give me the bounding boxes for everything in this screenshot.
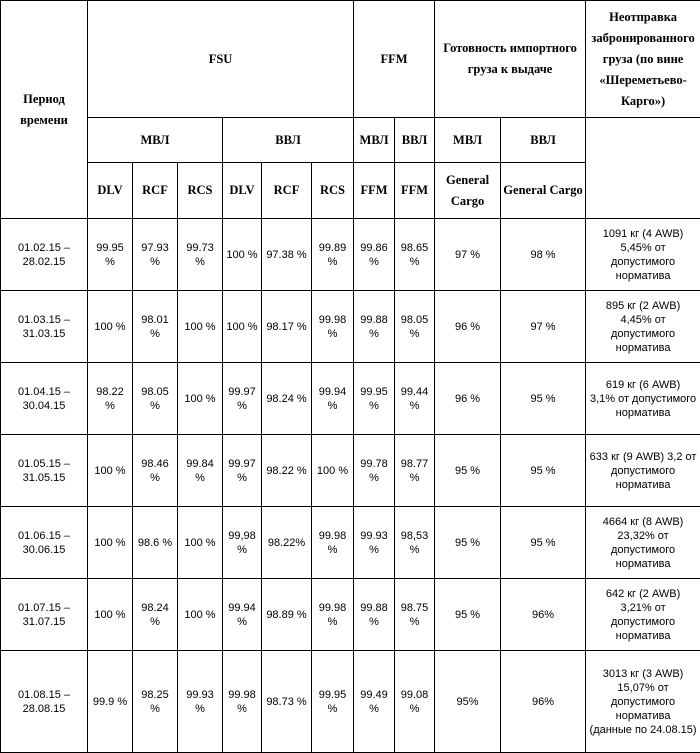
ffm-vvl-cell: 98.77 % (395, 435, 435, 507)
period-cell: 01.03.15 – 31.03.15 (1, 291, 88, 363)
gc-mvl-cell: 95 % (435, 507, 501, 579)
ffm-header: FFM (354, 1, 435, 118)
fsu-vvl-header: ВВЛ (223, 118, 354, 163)
gc-mvl-cell: 95 % (435, 435, 501, 507)
table-body (1, 219, 700, 753)
vvl-dlv-cell: 99,98 % (223, 507, 262, 579)
vvl-rcf-cell: 98.22% (262, 507, 312, 579)
vvl-rcs-header: RCS (312, 163, 354, 219)
mvl-rcf-cell: 98.25 % (133, 651, 178, 753)
gc-vvl-cell: 95 % (501, 507, 586, 579)
table-row (1, 363, 700, 435)
vvl-rcs-cell: 99.94 % (312, 363, 354, 435)
table-header (1, 1, 700, 219)
gc-vvl-cell: 95 % (501, 363, 586, 435)
mvl-rcf-header: RCF (133, 163, 178, 219)
period-cell: 01.05.15 – 31.05.15 (1, 435, 88, 507)
mvl-dlv-cell: 99.9 % (88, 651, 133, 753)
gc-vvl-cell: 96% (501, 651, 586, 753)
ffm-mvl-cell: 99.49 % (354, 651, 395, 753)
gc-vvl-cell: 95 % (501, 435, 586, 507)
mvl-rcf-cell: 98.46 % (133, 435, 178, 507)
period-header: Период времени (1, 1, 88, 219)
gc-mvl-cell: 95 % (435, 579, 501, 651)
table-row (1, 219, 700, 291)
table-row (1, 507, 700, 579)
ffm-vvl-cell: 98,53 % (395, 507, 435, 579)
vvl-dlv-cell: 99.94 % (223, 579, 262, 651)
ffm-mvl-header: МВЛ (354, 118, 395, 163)
mvl-rcf-cell: 98.6 % (133, 507, 178, 579)
mvl-rcf-cell: 98.05 % (133, 363, 178, 435)
table-row (1, 651, 700, 753)
mvl-dlv-cell: 98.22 % (88, 363, 133, 435)
non-dispatch-cell: 633 кг (9 AWB) 3,2 от допустимого норматива (586, 435, 700, 507)
readiness-mvl-header: МВЛ (435, 118, 501, 163)
ffm-mvl-cell: 99.86 % (354, 219, 395, 291)
non-dispatch-cell: 642 кг (2 AWB) 3,21% от допустимого норматива (586, 579, 700, 651)
vvl-dlv-cell: 100 % (223, 291, 262, 363)
vvl-rcf-cell: 98.73 % (262, 651, 312, 753)
ffm-vvl-cell: 99.08 % (395, 651, 435, 753)
gc-vvl-header: General Cargo (501, 163, 586, 219)
gc-vvl-cell: 96% (501, 579, 586, 651)
mvl-rcf-cell: 98.24 % (133, 579, 178, 651)
ffm-vvl-sub-header: FFM (395, 163, 435, 219)
vvl-rcs-cell: 99.98 % (312, 291, 354, 363)
vvl-rcs-cell: 100 % (312, 435, 354, 507)
mvl-dlv-cell: 99.95 % (88, 219, 133, 291)
gc-vvl-cell: 97 % (501, 291, 586, 363)
vvl-dlv-cell: 99.97 % (223, 435, 262, 507)
gc-mvl-cell: 97 % (435, 219, 501, 291)
non-dispatch-cell: 1091 кг (4 AWB) 5,45% от допустимого норматива (586, 219, 700, 291)
mvl-rcs-cell: 99.93 % (178, 651, 223, 753)
vvl-rcf-cell: 97.38 % (262, 219, 312, 291)
vvl-rcs-cell: 99.89 % (312, 219, 354, 291)
readiness-vvl-header: ВВЛ (501, 118, 586, 163)
non-dispatch-header: Неотправка забронированного груза (по вине «Шереметьево-Карго») (586, 1, 700, 118)
non-dispatch-blank (586, 118, 700, 219)
mvl-rcs-cell: 100 % (178, 579, 223, 651)
ffm-mvl-sub-header: FFM (354, 163, 395, 219)
vvl-dlv-cell: 100 % (223, 219, 262, 291)
fsu-mvl-header: МВЛ (88, 118, 223, 163)
table-row (1, 291, 700, 363)
period-cell: 01.04.15 – 30.04.15 (1, 363, 88, 435)
non-dispatch-cell: 4664 кг (8 AWB) 23,32% от допустимого норматива (586, 507, 700, 579)
vvl-rcf-cell: 98.17 % (262, 291, 312, 363)
ffm-vvl-cell: 99.44 % (395, 363, 435, 435)
ffm-vvl-header: ВВЛ (395, 118, 435, 163)
table-row (1, 435, 700, 507)
period-cell: 01.06.15 – 30.06.15 (1, 507, 88, 579)
mvl-rcf-cell: 97.93 % (133, 219, 178, 291)
mvl-dlv-cell: 100 % (88, 579, 133, 651)
ffm-vvl-cell: 98.05 % (395, 291, 435, 363)
vvl-rcf-cell: 98.24 % (262, 363, 312, 435)
gc-mvl-header: General Cargo (435, 163, 501, 219)
ffm-vvl-cell: 98.65 % (395, 219, 435, 291)
mvl-dlv-cell: 100 % (88, 291, 133, 363)
non-dispatch-cell: 3013 кг (3 AWB) 15,07% от допустимого норматива (данные по 24.08.15) (586, 651, 700, 753)
readiness-header: Готовность импортного груза к выдаче (435, 1, 586, 118)
ffm-mvl-cell: 99.88 % (354, 291, 395, 363)
vvl-dlv-cell: 99.97 % (223, 363, 262, 435)
table-row (1, 579, 700, 651)
mvl-rcs-cell: 99.73 % (178, 219, 223, 291)
ffm-mvl-cell: 99.88 % (354, 579, 395, 651)
gc-mvl-cell: 96 % (435, 291, 501, 363)
mvl-rcf-cell: 98.01 % (133, 291, 178, 363)
vvl-rcs-cell: 99.95 % (312, 651, 354, 753)
mvl-rcs-cell: 100 % (178, 507, 223, 579)
mvl-rcs-cell: 100 % (178, 291, 223, 363)
vvl-rcs-cell: 99.98 % (312, 507, 354, 579)
vvl-rcf-cell: 98.89 % (262, 579, 312, 651)
non-dispatch-cell: 619 кг (6 AWB) 3,1% от допустимого норматива (586, 363, 700, 435)
ffm-mvl-cell: 99.78 % (354, 435, 395, 507)
gc-vvl-cell: 98 % (501, 219, 586, 291)
mvl-rcs-header: RCS (178, 163, 223, 219)
period-cell: 01.02.15 – 28.02.15 (1, 219, 88, 291)
non-dispatch-cell: 895 кг (2 AWB) 4,45% от допустимого норматива (586, 291, 700, 363)
period-cell: 01.07.15 – 31.07.15 (1, 579, 88, 651)
ffm-mvl-cell: 99.95 % (354, 363, 395, 435)
fsu-header: FSU (88, 1, 354, 118)
ffm-mvl-cell: 99.93 % (354, 507, 395, 579)
vvl-rcf-header: RCF (262, 163, 312, 219)
ffm-vvl-cell: 98.75 % (395, 579, 435, 651)
vvl-rcs-cell: 99.98 % (312, 579, 354, 651)
mvl-dlv-cell: 100 % (88, 435, 133, 507)
mvl-rcs-cell: 99.84 % (178, 435, 223, 507)
gc-mvl-cell: 95% (435, 651, 501, 753)
period-cell: 01.08.15 – 28.08.15 (1, 651, 88, 753)
mvl-dlv-cell: 100 % (88, 507, 133, 579)
mvl-rcs-cell: 100 % (178, 363, 223, 435)
vvl-dlv-header: DLV (223, 163, 262, 219)
vvl-rcf-cell: 98.22 % (262, 435, 312, 507)
vvl-dlv-cell: 99.98 % (223, 651, 262, 753)
gc-mvl-cell: 96 % (435, 363, 501, 435)
mvl-dlv-header: DLV (88, 163, 133, 219)
